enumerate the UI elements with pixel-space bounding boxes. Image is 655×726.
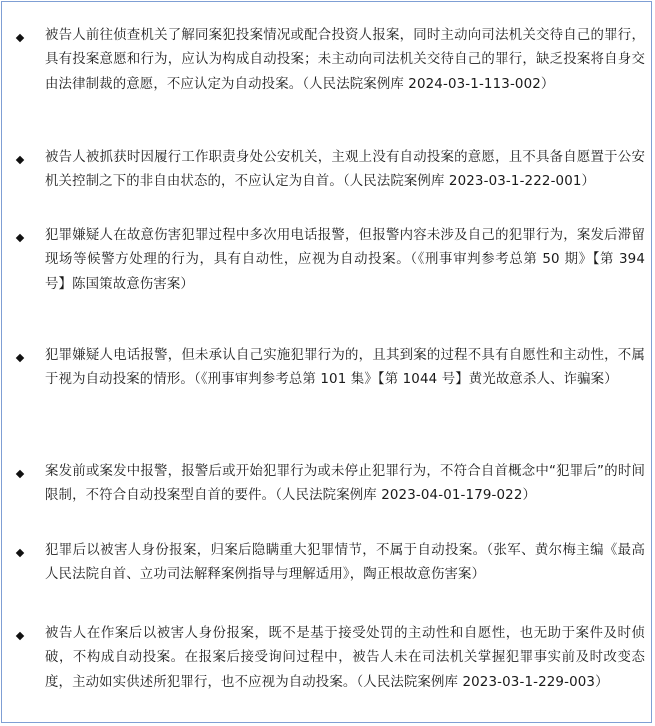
content-panel <box>1 1 652 723</box>
list-item-text: 犯罪嫌疑人在故意伤害犯罪过程中多次用电话报警，但报警内容未涉及自己的犯罪行为，案发后滞留现场等候警方处理的行为，具有自动性，应视为自动投案。（《刑事审判参考总第 50 期》【第 394 号】陈国策故意伤害案） <box>45 228 645 292</box>
bullet-icon <box>16 632 24 640</box>
list-item-text: 案发前或案发中报警，报警后或开始犯罪行为或未停止犯罪行为，不符合自首概念中“犯罪后”的时间限制，不符合自动投案型自首的要件。（人民法院案例库 2023-04-01-179-022） <box>45 464 645 504</box>
bullet-icon <box>16 234 24 242</box>
list-item-text: 被告人前往侦查机关了解同案犯投案情况或配合投资人报案，同时主动向司法机关交待自己的罪行，具有投案意愿和行为，应认为构成自动投案；未主动向司法机关交待自己的罪行，缺乏投案将自身交由法律制裁的意愿，不应认定为自动投案。（人民法院案例库 2024-03-1-113-002） <box>45 28 645 92</box>
list-item-text: 被告人在作案后以被害人身份报案，既不是基于接受处罚的主动性和自愿性，也无助于案件及时侦破，不构成自动投案。在报案后接受询问过程中，被告人未在司法机关掌握犯罪事实前及时改变态度，主动如实供述所犯罪行，也不应视为自动投案。（人民法院案例库 2023-03-1-229-003） <box>45 626 645 690</box>
bullet-icon <box>16 354 24 362</box>
bullet-icon <box>16 156 24 164</box>
bullet-icon <box>16 34 24 42</box>
list-item-text: 犯罪后以被害人身份报案，归案后隐瞒重大犯罪情节，不属于自动投案。（张军、黄尔梅主编《最高人民法院自首、立功司法解释案例指导与理解适用》，陶正根故意伤害案） <box>45 543 645 583</box>
bullet-icon <box>16 549 24 557</box>
list-item-text: 犯罪嫌疑人电话报警，但未承认自己实施犯罪行为的，且其到案的过程不具有自愿性和主动性，不属于视为自动投案的情形。（《刑事审判参考总第 101 集》【第 1044 号】黄光故意杀人、诈骗案） <box>45 348 645 388</box>
list-item-text: 被告人被抓获时因履行工作职责身处公安机关，主观上没有自动投案的意愿，且不具备自愿置于公安机关控制之下的非自由状态的，不应认定为自首。（人民法院案例库 2023-03-1-222-001） <box>45 150 645 190</box>
bullet-icon <box>16 470 24 478</box>
